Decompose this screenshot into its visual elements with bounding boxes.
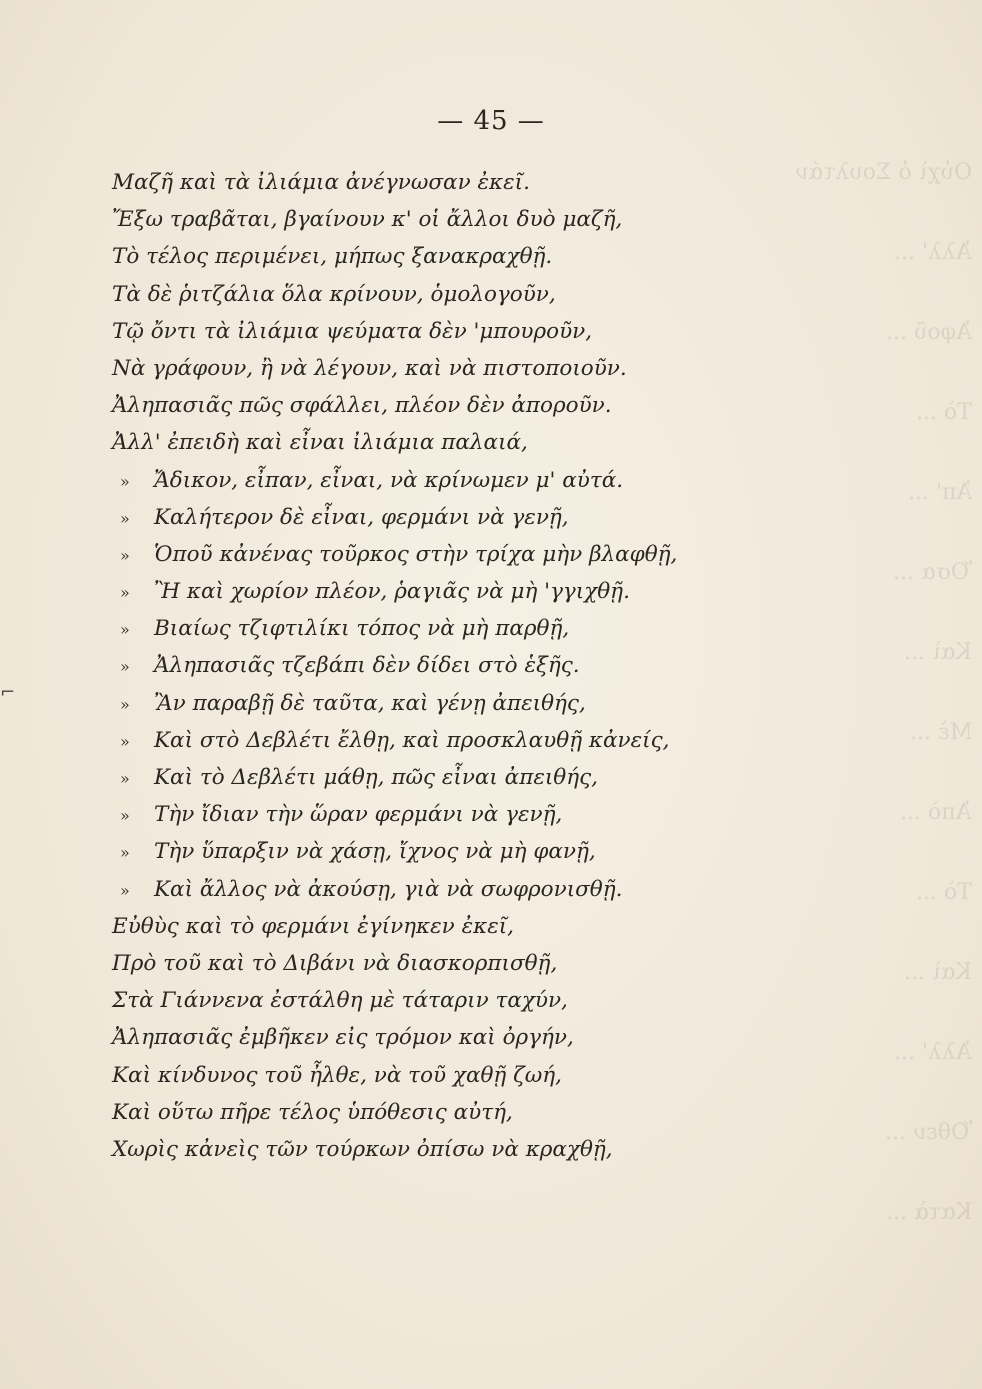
poem-line — [112, 201, 752, 238]
poem-line — [112, 1019, 752, 1056]
poem-line-text: Τὴν ὕπαρξιν νὰ χάσῃ, ἴχνος νὰ μὴ φανῇ, — [154, 839, 596, 865]
poem-line — [112, 1057, 752, 1094]
poem-line-text: Ἀληπασιᾶς πῶς σφάλλει, πλέον δὲν ἀποροῦν. — [112, 393, 612, 419]
quotation-mark: » — [120, 880, 130, 900]
poem-line — [112, 238, 752, 275]
poem-line-text: Τὴν ἴδιαν τὴν ὥραν φερμάνι νὰ γενῇ, — [154, 802, 563, 828]
poem-line-text: Μαζῆ καὶ τὰ ἰλιάμια ἀνέγνωσαν ἐκεῖ. — [112, 170, 530, 195]
poem-line — [112, 610, 752, 647]
poem-line — [112, 164, 752, 201]
poem-line-text: Ἀληπασιᾶς ἐμβῆκεν εἰς τρόμον καὶ ὀργήν, — [112, 1025, 574, 1051]
poem-line — [112, 833, 752, 870]
poem-line — [112, 982, 752, 1019]
poem-line — [112, 759, 752, 796]
page-number: — 45 — — [437, 106, 545, 136]
margin-mark: ⌐ — [0, 682, 16, 703]
poem-line-text: Ὁποῦ κἀνένας τοῦρκος στὴν τρίχα μὴν βλαφθῇ, — [154, 541, 678, 567]
poem-line — [112, 685, 752, 722]
poem-line-text: Καὶ οὕτω πῆρε τέλος ὑπόθεσις αὐτή, — [112, 1099, 513, 1125]
quotation-mark: » — [120, 583, 130, 603]
quotation-mark: » — [120, 694, 130, 714]
poem-line — [112, 276, 752, 313]
poem-line — [112, 536, 752, 573]
poem-line-text: Ἀλλ' ἐπειδὴ καὶ εἶναι ἰλιάμια παλαιά, — [112, 430, 528, 456]
poem-line-text: Βιαίως τζιφτιλίκι τόπος νὰ μὴ παρθῇ, — [154, 616, 570, 642]
poem-line-text: Καὶ τὸ Δεβλέτι μάθῃ, πῶς εἶναι ἀπειθής, — [154, 765, 598, 790]
poem-line-text: Τὸ τέλος περιμένει, μήπως ξανακραχθῇ. — [112, 244, 553, 270]
quotation-mark: » — [120, 620, 130, 640]
poem-line-text: Ἔξω τραβᾶται, βγαίνουν κ' οἱ ἄλλοι δυὸ μαζῆ, — [112, 207, 623, 233]
poem-line-text: Ἂν παραβῇ δὲ ταῦτα, καὶ γένῃ ἀπειθής, — [154, 690, 586, 716]
quotation-mark: » — [120, 843, 130, 863]
poem-line-text: Καὶ στὸ Δεβλέτι ἔλθῃ, καὶ προσκλαυθῇ κἀνείς, — [154, 727, 670, 753]
quotation-mark: » — [120, 545, 130, 565]
quotation-mark: » — [120, 806, 130, 826]
poem-line — [112, 647, 752, 684]
poem-line-text: Καὶ κίνδυνος τοῦ ἦλθε, νὰ τοῦ χαθῇ ζωή, — [112, 1062, 563, 1088]
poem-text — [112, 164, 752, 1168]
quotation-mark: » — [120, 508, 130, 528]
poem-line-text: Πρὸ τοῦ καὶ τὸ Διβάνι νὰ διασκορπισθῇ, — [112, 950, 558, 976]
poem-line — [112, 796, 752, 833]
quotation-mark: » — [120, 769, 130, 788]
poem-line — [112, 573, 752, 610]
poem-line — [112, 1094, 752, 1131]
poem-line — [112, 1131, 752, 1168]
poem-line-text: Τὰ δὲ ῥιτζάλια ὅλα κρίνουν, ὁμολογοῦν, — [112, 281, 556, 307]
poem-line — [112, 424, 752, 461]
quotation-mark: » — [120, 731, 130, 751]
poem-line — [112, 945, 752, 982]
poem-line-text: Χωρὶς κἀνεὶς τῶν τούρκων ὀπίσω νὰ κραχθῇ, — [112, 1136, 613, 1162]
poem-line — [112, 462, 752, 499]
poem-line — [112, 499, 752, 536]
poem-line-text: Καὶ ἄλλος νὰ ἀκούσῃ, γιὰ νὰ σωφρονισθῇ. — [154, 876, 623, 902]
poem-line-text: Στὰ Γιάννενα ἐστάλθη μὲ τάταριν ταχύν, — [112, 988, 568, 1014]
poem-line-text: Νὰ γράφουν, ἢ νὰ λέγουν, καὶ νὰ πιστοποιοῦν. — [112, 355, 627, 381]
poem-line-text: Τῷ ὄντι τὰ ἰλιάμια ψεύματα δὲν 'μπουροῦν, — [112, 318, 593, 344]
poem-line — [112, 722, 752, 759]
poem-line — [112, 350, 752, 387]
quotation-mark: » — [120, 657, 130, 677]
poem-line-text: Ἀληπασιᾶς τζεβάπι δὲν δίδει στὸ ἑξῆς. — [154, 653, 580, 679]
poem-line — [112, 871, 752, 908]
poem-line-text: Ἢ καὶ χωρίον πλέον, ῥαγιᾶς νὰ μὴ 'γγιχθῇ. — [154, 579, 630, 605]
poem-line-text: Ἄδικον, εἶπαν, εἶναι, νὰ κρίνωμεν μ' αὐτά. — [154, 467, 624, 493]
poem-line-text: Εὐθὺς καὶ τὸ φερμάνι ἐγίνηκεν ἐκεῖ, — [112, 913, 515, 939]
poem-line — [112, 908, 752, 945]
poem-line — [112, 313, 752, 350]
quotation-mark: » — [120, 471, 130, 491]
poem-line — [112, 387, 752, 424]
poem-line-text: Καλήτερον δὲ εἶναι, φερμάνι νὰ γενῇ, — [154, 504, 569, 530]
show-through-text: Οὐχὶ ὁ Σουλτάν Ἀλλ' ... Ἀφοῦ ... Τὸ ... Ἀπ' ... Ὅσα ... Καὶ ... Μὲ ... Ἀπὸ ... Τὸ ... Καὶ ... Ἀλλ' ... Ὅθεν ... Κατὰ ... — [794, 160, 972, 1225]
